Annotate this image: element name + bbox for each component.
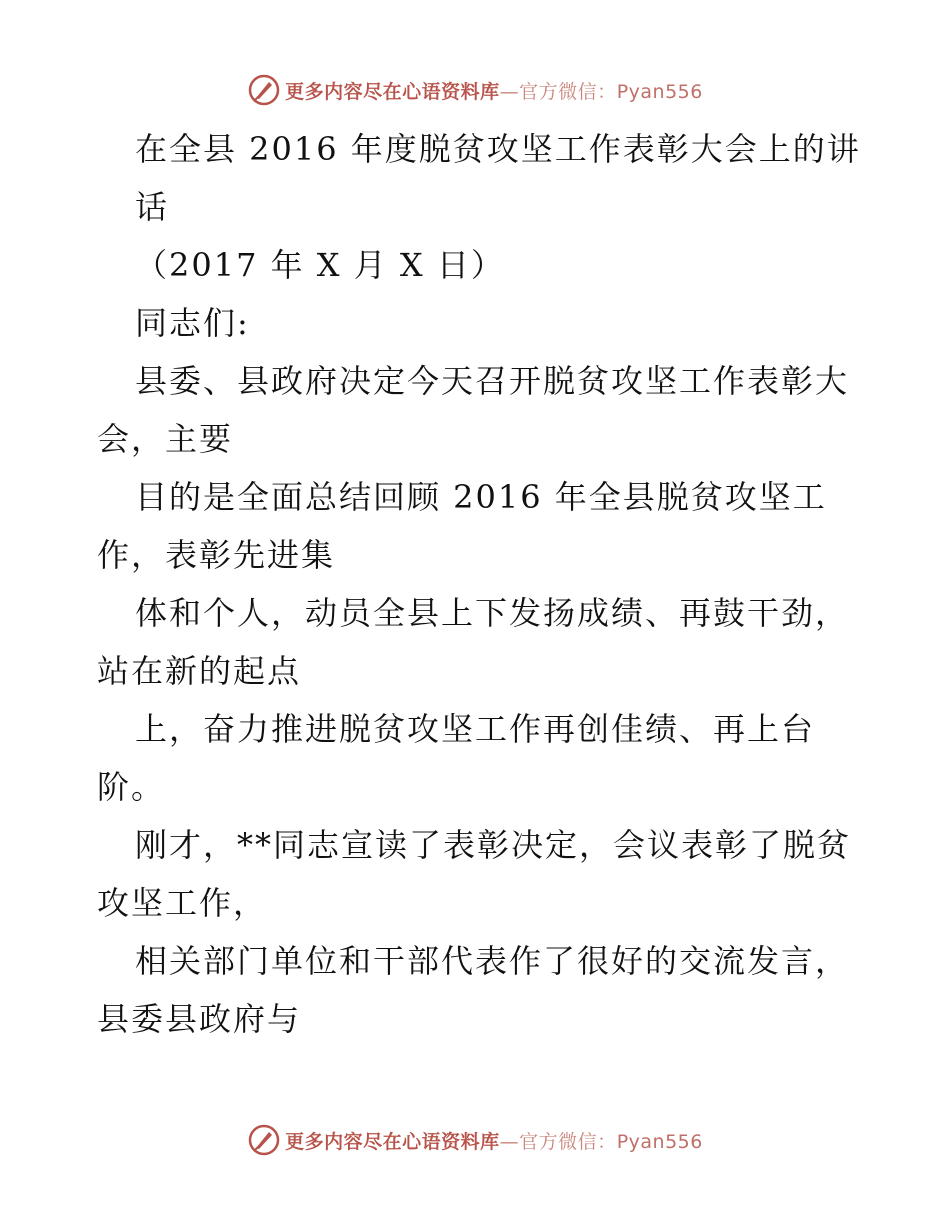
quill-pen-icon — [247, 1123, 281, 1157]
quill-pen-icon — [247, 73, 281, 107]
watermark-text — [285, 77, 703, 104]
watermark-inner — [247, 1123, 703, 1157]
doc-line: 目的是全面总结回顾 2016 年全县脱贫攻坚工 — [135, 478, 827, 516]
doc-line: 相关部门单位和干部代表作了很好的交流发言， — [135, 942, 850, 980]
watermark-text — [285, 1127, 703, 1154]
footer-watermark — [0, 1120, 950, 1160]
header-watermark — [0, 70, 950, 110]
doc-line: 阶。 — [97, 768, 166, 806]
doc-line: 体和个人，动员全县上下发扬成绩、再鼓干劲， — [135, 594, 850, 632]
document-body — [97, 120, 897, 1048]
doc-line: 县委、县政府决定今天召开脱贫攻坚工作表彰大 — [135, 362, 850, 400]
doc-line: 刚才，**同志宣读了表彰决定，会议表彰了脱贫 — [135, 826, 852, 864]
watermark-main: 更多内容尽在心语资料库 — [285, 1130, 500, 1153]
watermark-sub: 官方微信： — [519, 1130, 617, 1153]
doc-line: 同志们: — [135, 304, 250, 342]
doc-line: 攻坚工作， — [97, 884, 268, 922]
doc-line: 上，奋力推进脱贫攻坚工作再创佳绩、再上台 — [135, 710, 816, 748]
watermark-account: Pyan556 — [616, 80, 703, 103]
doc-line: 作，表彰先进集 — [97, 536, 336, 574]
watermark-sub: 官方微信： — [519, 80, 617, 103]
watermark-main: 更多内容尽在心语资料库 — [285, 80, 500, 103]
doc-line: 话 — [135, 188, 170, 226]
watermark-inner — [247, 73, 703, 107]
doc-line: 在全县 2016 年度脱贫攻坚工作表彰大会上的讲 — [135, 130, 861, 168]
doc-line: 会，主要 — [97, 420, 234, 458]
doc-line: （2017 年 X 月 X 日） — [135, 246, 505, 284]
watermark-separator: — — [499, 1130, 520, 1153]
watermark-account: Pyan556 — [616, 1130, 703, 1153]
watermark-separator: — — [499, 80, 520, 103]
doc-line: 站在新的起点 — [97, 652, 302, 690]
doc-line: 县委县政府与 — [97, 1000, 302, 1038]
